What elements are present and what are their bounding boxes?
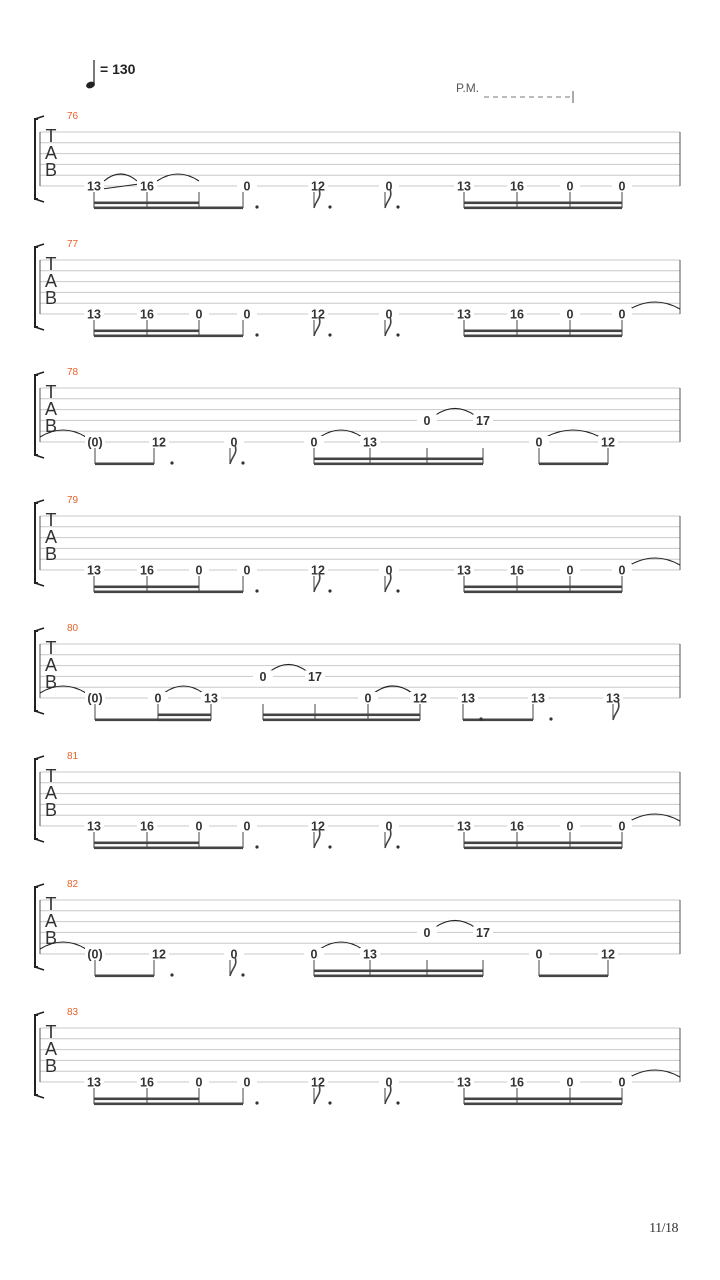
beam — [158, 719, 211, 722]
fret-number: 16 — [140, 563, 154, 578]
fret-number: 0 — [243, 1075, 251, 1090]
fret-number: 17 — [476, 413, 490, 428]
duration-dot — [170, 461, 173, 464]
fret-number: 12 — [311, 1075, 325, 1090]
fret-number: 0 — [618, 307, 626, 322]
fret-number: 16 — [140, 819, 154, 834]
beam — [464, 1098, 622, 1101]
beam — [94, 591, 199, 594]
bracket-hook — [35, 1095, 44, 1098]
beam — [464, 842, 622, 845]
beam — [464, 202, 622, 205]
tab-clef-letter: B — [44, 928, 58, 948]
bracket-hook — [35, 327, 44, 330]
beam — [94, 1098, 199, 1101]
beam — [464, 1103, 622, 1106]
duration-dot — [170, 973, 173, 976]
beam — [158, 714, 211, 717]
fret-number: 0 — [566, 563, 574, 578]
duration-dot — [255, 589, 258, 592]
beam — [94, 586, 199, 589]
fret-number: 0 — [259, 669, 267, 684]
fret-number: 0 — [310, 947, 318, 962]
tab-clef-letter: T — [45, 510, 57, 530]
measure-number: 80 — [67, 623, 79, 634]
beam — [464, 847, 622, 850]
bracket-hook — [35, 839, 44, 842]
beam — [94, 335, 199, 338]
fret-number: 16 — [510, 1075, 524, 1090]
fret-number: 0 — [154, 691, 162, 706]
fret-number: (0) — [87, 435, 103, 450]
fret-number: 17 — [476, 925, 490, 940]
fret-number: 0 — [195, 819, 203, 834]
bracket-hook — [35, 455, 44, 458]
fret-number: 16 — [510, 179, 524, 194]
fret-number: 0 — [243, 819, 251, 834]
fret-number: 12 — [311, 179, 325, 194]
bracket-hook — [35, 116, 44, 119]
beam — [464, 591, 622, 594]
tab-clef-letter: T — [45, 254, 57, 274]
fret-number: 13 — [457, 179, 471, 194]
bracket-hook — [35, 500, 44, 503]
measure-number: 83 — [67, 1007, 79, 1018]
tab-clef-letter: B — [44, 1056, 58, 1076]
duration-dot — [396, 845, 399, 848]
fret-number: 0 — [535, 435, 543, 450]
beam — [199, 207, 243, 210]
fret-number: 13 — [457, 819, 471, 834]
fret-number: 0 — [385, 179, 393, 194]
tab-clef-letter: A — [44, 527, 58, 547]
bracket-hook — [35, 244, 44, 247]
system-bracket — [35, 119, 38, 199]
tab-clef-letter: A — [44, 1039, 58, 1059]
fret-number: 16 — [510, 819, 524, 834]
beam — [95, 975, 154, 978]
beam — [464, 207, 622, 210]
duration-dot — [241, 973, 244, 976]
system-bracket — [35, 247, 38, 327]
fret-number: 0 — [243, 307, 251, 322]
beam — [539, 975, 608, 978]
fret-number: 13 — [457, 1075, 471, 1090]
fret-number: 13 — [363, 947, 377, 962]
beam — [314, 975, 483, 978]
fret-number: 0 — [385, 307, 393, 322]
beam — [94, 842, 199, 845]
palm-mute-label: P.M. — [456, 81, 480, 95]
duration-dot — [255, 1101, 258, 1104]
tab-clef-letter: T — [45, 894, 57, 914]
bracket-hook — [35, 967, 44, 970]
fret-number: 16 — [140, 179, 154, 194]
tab-clef-letter: T — [45, 126, 57, 146]
fret-number: 0 — [195, 563, 203, 578]
beam — [464, 335, 622, 338]
fret-number: 13 — [606, 691, 620, 706]
fret-number: 13 — [87, 307, 101, 322]
fret-number: 13 — [461, 691, 475, 706]
beam — [94, 207, 199, 210]
fret-number: 0 — [385, 1075, 393, 1090]
system-bracket — [35, 1015, 38, 1095]
fret-number: 13 — [204, 691, 218, 706]
fret-number: (0) — [87, 947, 103, 962]
fret-number: 0 — [566, 179, 574, 194]
duration-dot — [328, 333, 331, 336]
page-number: 11/18 — [649, 1221, 678, 1236]
tab-clef-letter: A — [44, 655, 58, 675]
fret-number: 13 — [457, 563, 471, 578]
tab-clef-letter: T — [45, 766, 57, 786]
duration-dot — [328, 1101, 331, 1104]
fret-number: 0 — [243, 179, 251, 194]
tab-clef-letter: B — [44, 544, 58, 564]
duration-dot — [396, 333, 399, 336]
duration-dot — [241, 461, 244, 464]
measure-number: 76 — [67, 111, 79, 122]
tab-clef-letter: A — [44, 143, 58, 163]
tab-clef-letter: A — [44, 271, 58, 291]
beam — [314, 463, 483, 466]
fret-number: 16 — [510, 563, 524, 578]
measure-number: 81 — [67, 751, 79, 762]
tab-clef-letter: B — [44, 416, 58, 436]
beam — [463, 719, 533, 722]
fret-number: 0 — [423, 925, 431, 940]
beam — [464, 330, 622, 333]
measure-number: 79 — [67, 495, 79, 506]
beam — [199, 591, 243, 594]
system-bracket — [35, 759, 38, 839]
beam — [94, 202, 199, 205]
beam — [199, 1103, 243, 1106]
beam — [199, 335, 243, 338]
beam — [199, 847, 243, 850]
bracket-hook — [35, 199, 44, 202]
fret-number: 13 — [531, 691, 545, 706]
fret-number: 12 — [601, 435, 615, 450]
fret-number: 16 — [510, 307, 524, 322]
bracket-hook — [35, 756, 44, 759]
fret-number: 13 — [87, 563, 101, 578]
duration-dot — [549, 717, 552, 720]
beam — [94, 330, 199, 333]
fret-number: 0 — [535, 947, 543, 962]
bracket-hook — [35, 628, 44, 631]
beam — [263, 719, 420, 722]
beam — [94, 847, 199, 850]
tab-clef-letter: B — [44, 800, 58, 820]
beam — [95, 463, 154, 466]
fret-number: 0 — [566, 307, 574, 322]
duration-dot — [396, 1101, 399, 1104]
bracket-hook — [35, 884, 44, 887]
duration-dot — [479, 717, 482, 720]
tab-clef-letter: A — [44, 399, 58, 419]
fret-number: 0 — [566, 819, 574, 834]
measure-number: 77 — [67, 239, 79, 250]
fret-number: 0 — [310, 435, 318, 450]
beam — [263, 714, 420, 717]
fret-number: 0 — [364, 691, 372, 706]
measure-number: 78 — [67, 367, 79, 378]
fret-number: 0 — [230, 947, 238, 962]
bracket-hook — [35, 372, 44, 375]
fret-number: 16 — [140, 307, 154, 322]
tab-clef-letter: A — [44, 783, 58, 803]
fret-number: 13 — [87, 1075, 101, 1090]
duration-dot — [328, 589, 331, 592]
duration-dot — [396, 205, 399, 208]
fret-number: 0 — [618, 563, 626, 578]
beam — [464, 586, 622, 589]
measure-number: 82 — [67, 879, 79, 890]
fret-number: 12 — [601, 947, 615, 962]
tab-clef-letter: B — [44, 160, 58, 180]
duration-dot — [255, 205, 258, 208]
tab-clef-letter: B — [44, 288, 58, 308]
duration-dot — [255, 333, 258, 336]
tab-clef-letter: T — [45, 1022, 57, 1042]
fret-number: 0 — [423, 413, 431, 428]
fret-number: 17 — [308, 669, 322, 684]
fret-number: 0 — [618, 179, 626, 194]
fret-number: 0 — [230, 435, 238, 450]
beam — [314, 970, 483, 973]
system-bracket — [35, 887, 38, 967]
fret-number: 0 — [566, 1075, 574, 1090]
fret-number: 12 — [152, 435, 166, 450]
fret-number: 16 — [140, 1075, 154, 1090]
system-bracket — [35, 503, 38, 583]
fret-number: (0) — [87, 691, 103, 706]
fret-number: 0 — [243, 563, 251, 578]
duration-dot — [255, 845, 258, 848]
fret-number: 13 — [87, 179, 101, 194]
fret-number: 0 — [385, 819, 393, 834]
duration-dot — [328, 845, 331, 848]
duration-dot — [396, 589, 399, 592]
fret-number: 13 — [363, 435, 377, 450]
tab-clef-letter: T — [45, 638, 57, 658]
system-bracket — [35, 631, 38, 711]
tab-clef-letter: B — [44, 672, 58, 692]
fret-number: 12 — [152, 947, 166, 962]
bracket-hook — [35, 583, 44, 586]
tab-clef-letter: A — [44, 911, 58, 931]
fret-number: 12 — [413, 691, 427, 706]
fret-number: 0 — [618, 1075, 626, 1090]
duration-dot — [328, 205, 331, 208]
fret-number: 12 — [311, 307, 325, 322]
fret-number: 12 — [311, 563, 325, 578]
beam — [314, 458, 483, 461]
tempo-marking: = 130 — [100, 61, 136, 77]
system-bracket — [35, 375, 38, 455]
fret-number: 13 — [457, 307, 471, 322]
beam — [94, 1103, 199, 1106]
fret-number: 0 — [195, 307, 203, 322]
bracket-hook — [35, 711, 44, 714]
tab-clef-letter: T — [45, 382, 57, 402]
fret-number: 0 — [618, 819, 626, 834]
bracket-hook — [35, 1012, 44, 1015]
fret-number: 13 — [87, 819, 101, 834]
fret-number: 0 — [385, 563, 393, 578]
fret-number: 0 — [195, 1075, 203, 1090]
fret-number: 12 — [311, 819, 325, 834]
beam — [539, 463, 608, 466]
